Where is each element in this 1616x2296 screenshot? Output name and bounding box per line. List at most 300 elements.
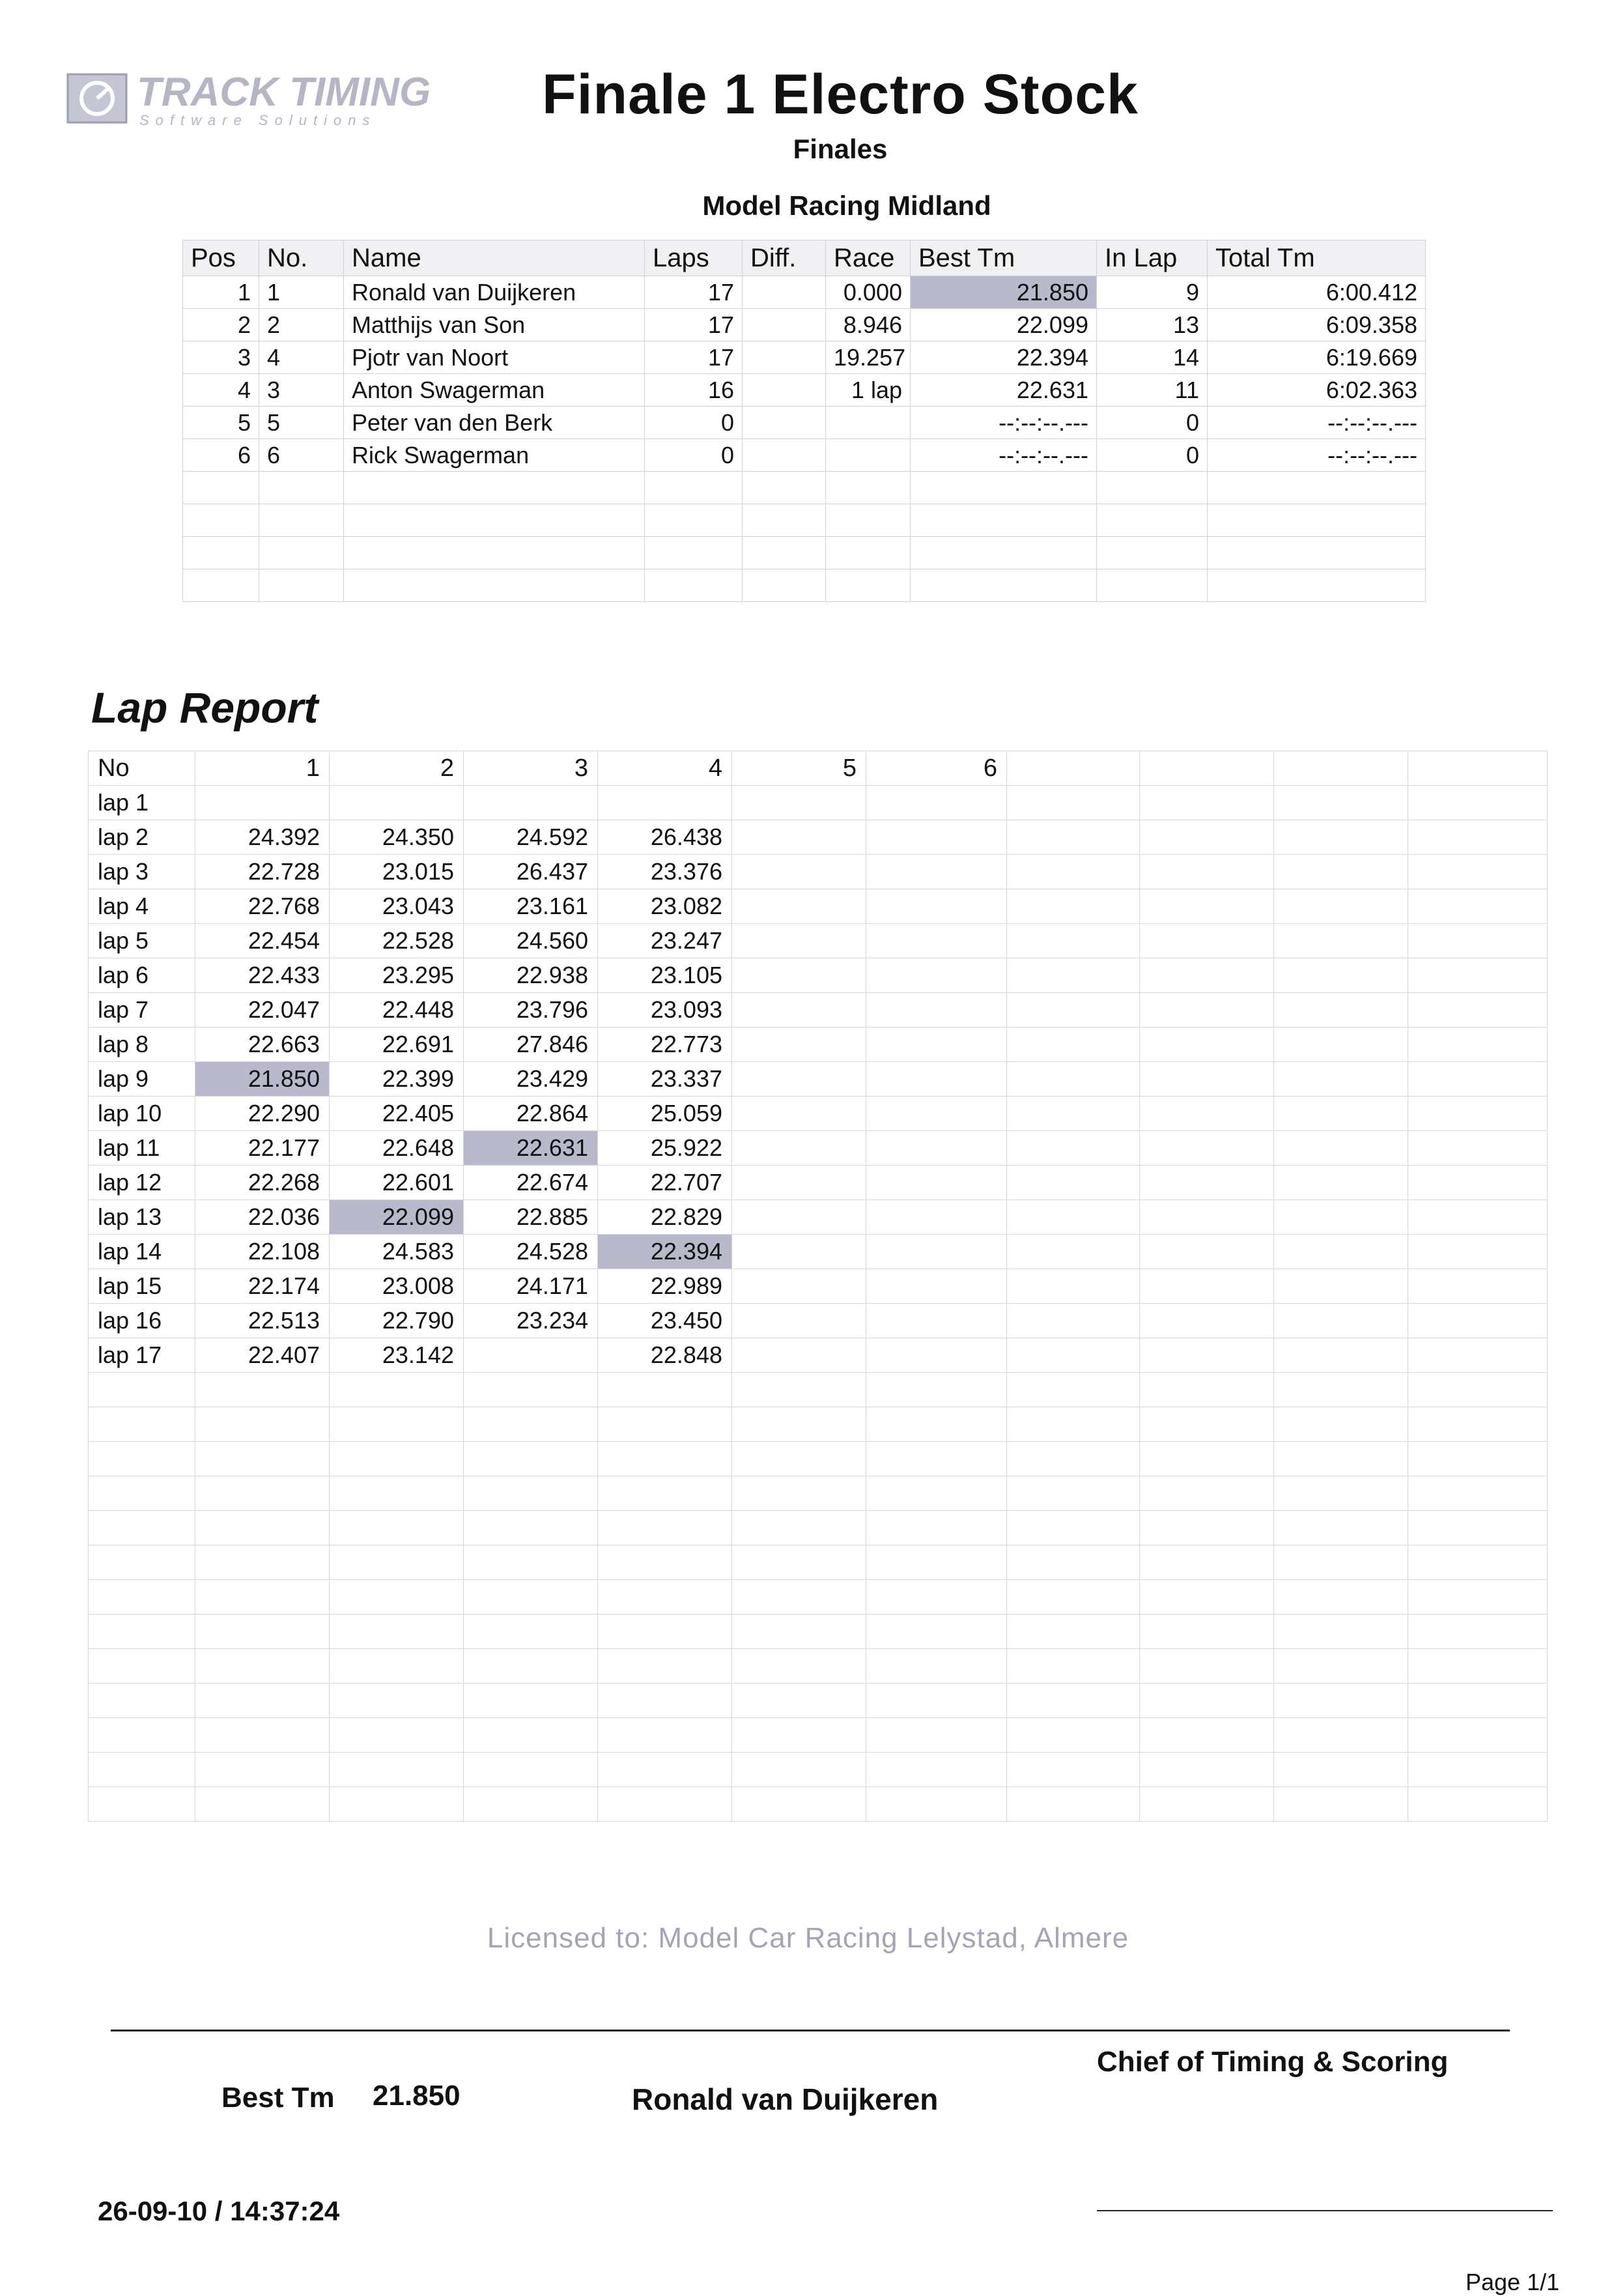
lap-time-cell [1408,924,1548,958]
empty-cell [1140,1511,1274,1545]
footer-divider [111,2030,1510,2031]
lap-time-cell: 23.161 [464,889,598,924]
empty-cell [464,1684,598,1718]
empty-cell [598,1442,732,1476]
empty-cell [344,472,645,504]
empty-cell [866,1684,1007,1718]
lap-label: lap 9 [89,1062,195,1097]
empty-cell [195,1580,330,1614]
lap-time-cell: 26.438 [598,820,732,855]
lap-time-cell: 23.796 [464,993,598,1027]
empty-cell [89,1373,195,1407]
empty-cell [89,1580,195,1614]
empty-cell [464,1476,598,1511]
lap-time-cell: 23.105 [598,958,732,993]
result-pos: 5 [183,407,259,439]
empty-cell [866,1580,1007,1614]
result-number: 2 [259,309,344,341]
empty-cell [330,1787,464,1822]
empty-cell [1274,1476,1408,1511]
result-row [183,309,1426,341]
empty-cell [1007,1476,1140,1511]
lap-time-cell: 22.454 [195,924,330,958]
lap-time-cell [1007,1027,1140,1062]
empty-cell [330,1649,464,1684]
lap-label: lap 17 [89,1338,195,1373]
lap-empty-row [89,1545,1548,1580]
empty-cell [866,1511,1007,1545]
result-best-tm: --:--:--.--- [911,407,1097,439]
lap-time-cell: 22.407 [195,1338,330,1373]
result-number: 6 [259,439,344,472]
lap-empty-row [89,1580,1548,1614]
empty-cell [330,1373,464,1407]
result-in-lap: 9 [1097,276,1208,309]
empty-cell [1097,537,1208,569]
lap-empty-row [89,1649,1548,1684]
lap-time-cell [1274,1131,1408,1166]
empty-cell [1208,504,1426,537]
result-race: 8.946 [826,309,911,341]
empty-cell [464,1787,598,1822]
lap-time-cell [1007,1166,1140,1200]
empty-cell [464,1442,598,1476]
lap-time-cell: 24.528 [464,1235,598,1269]
empty-cell [598,1684,732,1718]
lap-label: lap 10 [89,1097,195,1131]
empty-cell [911,504,1097,537]
empty-cell [866,1407,1007,1442]
empty-cell [743,537,826,569]
empty-cell [866,1753,1007,1787]
lap-time-cell: 23.015 [330,855,464,889]
lap-time-cell: 24.350 [330,820,464,855]
lap-time-cell [866,1200,1007,1235]
empty-cell [732,1753,866,1787]
lap-time-cell: 22.663 [195,1027,330,1062]
lap-time-cell [1007,993,1140,1027]
col-header-total-tm: Total Tm [1208,240,1426,276]
lap-row [89,1235,1548,1269]
empty-cell [732,1718,866,1753]
lap-empty-row [89,1476,1548,1511]
lap-time-cell [732,855,866,889]
lap-time-cell: 23.008 [330,1269,464,1304]
empty-cell [1274,1614,1408,1649]
empty-cell [1140,1442,1274,1476]
empty-cell [464,1407,598,1442]
empty-cell [183,537,259,569]
chief-of-timing-label: Chief of Timing & Scoring [1097,2046,1449,2078]
empty-cell [598,1614,732,1649]
empty-cell [330,1407,464,1442]
result-total-tm: --:--:--.--- [1208,439,1426,472]
result-diff [743,439,826,472]
lap-row [89,1062,1548,1097]
lap-time-cell: 23.376 [598,855,732,889]
empty-cell [195,1373,330,1407]
empty-cell [330,1580,464,1614]
result-laps: 17 [645,341,743,374]
lap-time-cell [866,1131,1007,1166]
lap-time-cell [866,958,1007,993]
empty-cell [743,569,826,602]
result-name: Peter van den Berk [344,407,645,439]
empty-cell [1274,1753,1408,1787]
empty-cell [1007,1718,1140,1753]
empty-cell [183,472,259,504]
lap-time-cell [1007,1200,1140,1235]
empty-cell [598,1580,732,1614]
empty-cell [1274,1718,1408,1753]
lap-time-cell [1274,1027,1408,1062]
lap-empty-row [89,1442,1548,1476]
lap-time-cell [732,1062,866,1097]
race-title: Finale 1 Electro Stock [542,63,1139,126]
lap-label: lap 6 [89,958,195,993]
lap-time-cell: 26.437 [464,855,598,889]
lap-time-cell [1408,1062,1548,1097]
results-header-row [183,240,1426,276]
empty-cell [183,569,259,602]
empty-cell [1007,1649,1140,1684]
lap-label: lap 4 [89,889,195,924]
lap-label: lap 7 [89,993,195,1027]
empty-cell [866,1718,1007,1753]
empty-cell [1140,1407,1274,1442]
empty-cell [89,1649,195,1684]
lap-row [89,1166,1548,1200]
lap-time-cell: 22.448 [330,993,464,1027]
empty-cell [645,504,743,537]
empty-cell [89,1718,195,1753]
lap-time-cell [1140,1097,1274,1131]
empty-cell [330,1753,464,1787]
lap-col-header [1140,751,1274,786]
result-in-lap: 13 [1097,309,1208,341]
lap-row [89,958,1548,993]
col-header-no: No. [259,240,344,276]
lap-time-cell [732,924,866,958]
lap-time-cell [1140,1235,1274,1269]
lap-time-cell: 22.036 [195,1200,330,1235]
lap-label: lap 11 [89,1131,195,1166]
lap-time-cell: 22.989 [598,1269,732,1304]
empty-cell [89,1511,195,1545]
best-tm-label: Best Tm [221,2082,335,2114]
lap-time-cell [1408,1027,1548,1062]
lap-time-cell: 22.848 [598,1338,732,1373]
lap-col-header: 6 [866,751,1007,786]
lap-time-cell [1274,1166,1408,1200]
empty-cell [732,1407,866,1442]
lap-col-header [1274,751,1408,786]
result-name: Ronald van Duijkeren [344,276,645,309]
best-tm-driver: Ronald van Duijkeren [632,2082,939,2116]
result-row [183,374,1426,407]
result-pos: 3 [183,341,259,374]
lap-time-cell: 22.648 [330,1131,464,1166]
empty-cell [1408,1442,1548,1476]
lap-time-cell [866,1027,1007,1062]
lap-time-cell: 23.234 [464,1304,598,1338]
empty-cell [89,1787,195,1822]
result-diff [743,407,826,439]
empty-cell [645,537,743,569]
empty-cell [598,1649,732,1684]
lap-time-cell [1274,993,1408,1027]
lap-time-cell [1274,1200,1408,1235]
lap-time-cell: 21.850 [195,1062,330,1097]
lap-time-cell: 23.142 [330,1338,464,1373]
empty-cell [1208,537,1426,569]
result-row [183,407,1426,439]
empty-cell [598,1373,732,1407]
lap-time-cell [866,1269,1007,1304]
empty-cell [1140,1580,1274,1614]
lap-time-cell [866,924,1007,958]
empty-cell [259,537,344,569]
empty-cell [1007,1753,1140,1787]
lap-empty-row [89,1718,1548,1753]
empty-cell [330,1511,464,1545]
lap-time-cell [464,786,598,820]
lap-time-cell: 22.513 [195,1304,330,1338]
lap-time-cell [1408,993,1548,1027]
logo-text: TRACK TIMING [137,70,431,115]
empty-cell [195,1649,330,1684]
lap-time-cell: 22.399 [330,1062,464,1097]
result-race [826,407,911,439]
result-laps: 16 [645,374,743,407]
empty-cell [1140,1373,1274,1407]
lap-row [89,1269,1548,1304]
empty-cell [732,1787,866,1822]
lap-time-cell: 22.099 [330,1200,464,1235]
lap-time-cell [1140,958,1274,993]
lap-time-cell [1140,786,1274,820]
empty-cell [344,569,645,602]
result-best-tm: 22.099 [911,309,1097,341]
lap-empty-row [89,1684,1548,1718]
empty-cell [732,1476,866,1511]
empty-cell [1097,504,1208,537]
lap-row [89,889,1548,924]
lap-label: lap 16 [89,1304,195,1338]
empty-cell [259,504,344,537]
club-name: Model Racing Midland [702,190,991,221]
lap-time-cell: 22.290 [195,1097,330,1131]
result-in-lap: 14 [1097,341,1208,374]
empty-cell [464,1649,598,1684]
empty-cell [1408,1476,1548,1511]
empty-cell [732,1511,866,1545]
result-name: Pjotr van Noort [344,341,645,374]
empty-cell [344,504,645,537]
result-pos: 1 [183,276,259,309]
empty-cell [1097,472,1208,504]
lap-empty-row [89,1407,1548,1442]
lap-time-cell: 22.707 [598,1166,732,1200]
result-name: Anton Swagerman [344,374,645,407]
lap-time-cell [1007,924,1140,958]
result-laps: 0 [645,407,743,439]
empty-cell [866,1649,1007,1684]
empty-cell [89,1545,195,1580]
empty-cell [732,1373,866,1407]
lap-time-cell [1408,958,1548,993]
empty-cell [1208,472,1426,504]
result-empty-row [183,472,1426,504]
lap-row [89,820,1548,855]
empty-cell [1140,1787,1274,1822]
result-row [183,276,1426,309]
lap-time-cell [1007,1235,1140,1269]
lap-time-cell [866,1166,1007,1200]
lap-empty-row [89,1753,1548,1787]
lap-time-cell [866,1097,1007,1131]
lap-time-cell [1408,1304,1548,1338]
lap-time-cell [1274,1097,1408,1131]
lap-col-header: 1 [195,751,330,786]
lap-time-cell [1140,1338,1274,1373]
lap-time-cell [1408,820,1548,855]
result-empty-row [183,569,1426,602]
lap-row [89,1131,1548,1166]
lap-time-cell: 22.631 [464,1131,598,1166]
empty-cell [598,1476,732,1511]
result-name: Matthijs van Son [344,309,645,341]
lap-time-cell [1140,1166,1274,1200]
empty-cell [1274,1511,1408,1545]
empty-cell [1007,1684,1140,1718]
lap-time-cell: 23.247 [598,924,732,958]
track-timing-logo [65,65,443,137]
lap-time-cell [1007,958,1140,993]
result-race: 19.257 [826,341,911,374]
empty-cell [464,1545,598,1580]
result-diff [743,341,826,374]
lap-time-cell [464,1338,598,1373]
race-subtitle: Finales [793,134,888,164]
lap-time-cell [1274,889,1408,924]
empty-cell [464,1718,598,1753]
result-laps: 17 [645,276,743,309]
lap-time-cell [1140,855,1274,889]
lap-row [89,1097,1548,1131]
empty-cell [866,1373,1007,1407]
empty-cell [195,1684,330,1718]
lap-label: lap 1 [89,786,195,820]
lap-time-cell: 23.093 [598,993,732,1027]
result-pos: 6 [183,439,259,472]
lap-time-cell [1274,786,1408,820]
empty-cell [743,472,826,504]
lap-time-cell: 22.790 [330,1304,464,1338]
result-diff [743,374,826,407]
lap-time-cell: 22.601 [330,1166,464,1200]
empty-cell [743,504,826,537]
lap-time-cell [1274,820,1408,855]
empty-cell [1007,1511,1140,1545]
result-in-lap: 0 [1097,439,1208,472]
lap-time-cell: 22.268 [195,1166,330,1200]
lap-time-cell [1274,1235,1408,1269]
result-in-lap: 0 [1097,407,1208,439]
empty-cell [911,472,1097,504]
result-total-tm: 6:02.363 [1208,374,1426,407]
lap-time-cell: 22.528 [330,924,464,958]
lap-time-cell [1007,1338,1140,1373]
lap-time-cell [732,958,866,993]
empty-cell [598,1753,732,1787]
lap-time-cell [732,1200,866,1235]
lap-row [89,1304,1548,1338]
empty-cell [89,1614,195,1649]
lap-time-cell: 22.394 [598,1235,732,1269]
lap-time-cell [1140,993,1274,1027]
empty-cell [826,569,911,602]
lap-time-cell [1140,924,1274,958]
lap-time-cell [732,1166,866,1200]
empty-cell [330,1476,464,1511]
lap-time-cell [1408,1200,1548,1235]
lap-time-cell [866,820,1007,855]
empty-cell [732,1545,866,1580]
lap-empty-row [89,1787,1548,1822]
lap-time-cell [732,1304,866,1338]
lap-time-cell [1007,1097,1140,1131]
empty-cell [1007,1442,1140,1476]
empty-cell [330,1442,464,1476]
empty-cell [89,1442,195,1476]
empty-cell [1274,1684,1408,1718]
result-laps: 0 [645,439,743,472]
result-total-tm: 6:19.669 [1208,341,1426,374]
empty-cell [1408,1407,1548,1442]
empty-cell [259,472,344,504]
empty-cell [645,569,743,602]
lap-time-cell [732,1338,866,1373]
lap-time-cell: 22.177 [195,1131,330,1166]
lap-time-cell [866,855,1007,889]
result-row [183,439,1426,472]
empty-cell [1007,1614,1140,1649]
empty-cell [464,1614,598,1649]
empty-cell [1274,1545,1408,1580]
lap-time-cell [866,1338,1007,1373]
empty-cell [464,1753,598,1787]
lap-time-cell: 24.592 [464,820,598,855]
lap-label: lap 12 [89,1166,195,1200]
lap-time-cell: 24.560 [464,924,598,958]
lap-time-cell: 23.429 [464,1062,598,1097]
empty-cell [464,1373,598,1407]
lap-time-cell: 22.674 [464,1166,598,1200]
col-header-in-lap: In Lap [1097,240,1208,276]
empty-cell [1408,1787,1548,1822]
empty-cell [598,1511,732,1545]
lap-time-cell [1274,958,1408,993]
result-in-lap: 11 [1097,374,1208,407]
empty-cell [866,1614,1007,1649]
empty-cell [732,1580,866,1614]
lap-time-cell: 25.059 [598,1097,732,1131]
lap-time-cell [1140,889,1274,924]
lap-empty-row [89,1511,1548,1545]
empty-cell [598,1787,732,1822]
col-header-diff: Diff. [743,240,826,276]
